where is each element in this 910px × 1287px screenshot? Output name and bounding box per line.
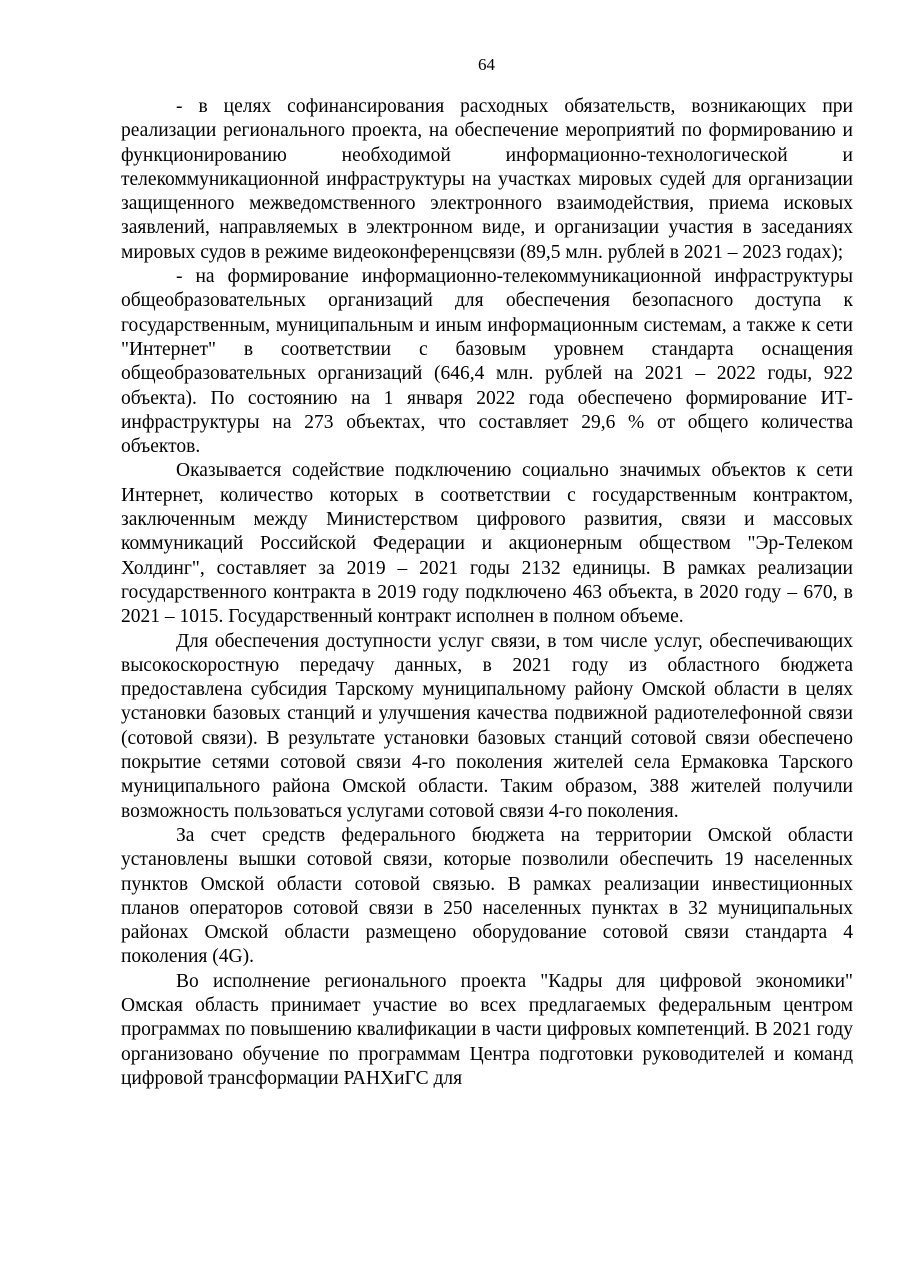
paragraph-cell-towers: За счет средств федерального бюджета на территории Омской области установлены вышки сотовой связи, которые позволили обеспечить 19 населенных пунктов Омской области сотовой связью. В рамках реализации инвестиционных планов операторов сотовой связи в 250 населенных пунктах в 32 муниципальных районах Омской области размещено оборудование сотовой связи стандарта 4 поколения (4G). bbox=[121, 824, 853, 968]
paragraph-internet-connection: Оказывается содействие подключению социально значимых объектов к сети Интернет, количество которых в соответствии с государственным контрактом, заключенным между Министерством цифрового развития, связи и массовых коммуникаций Российской Федерации и акционерным обществом "Эр-Телеком Холдинг", составляет за 2019 – 2021 годы 2132 единицы. В рамках реализации государственного контракта в 2019 году подключено 463 объекта, в 2020 году – 670, в 2021 – 1015. Государственный контракт исполнен в полном объеме. bbox=[121, 460, 853, 628]
paragraph-digital-economy-staff: Во исполнение регионального проекта "Кадры для цифровой экономики" Омская область принимает участие во всех предлагаемых федеральным центром программах по повышению квалификации в части цифровых компетенций. В 2021 году организовано обучение по программам Центра подготовки руководителей и команд цифровой трансформации РАНХиГС для bbox=[121, 970, 853, 1089]
page-number: 64 bbox=[478, 55, 495, 74]
document-body bbox=[121, 95, 853, 1091]
paragraph-base-stations: Для обеспечения доступности услуг связи, в том числе услуг, обеспечивающих высокоскоростную передачу данных, в 2021 году из областного бюджета предоставлена субсидия Тарскому муниципальному району Омской области в целях установки базовых станций и улучшения качества подвижной радиотелефонной связи (сотовой связи). В результате установки базовых станций сотовой связи обеспечено покрытие сетями сотовой связи 4-го поколения жителей села Ермаковка Тарского муниципального района Омской области. Таким образом, 388 жителей получили возможность пользоваться услугами сотовой связи 4-го поколения. bbox=[121, 630, 853, 822]
paragraph-court-infrastructure: - в целях софинансирования расходных обязательств, возникающих при реализации регионального проекта, на обеспечение мероприятий по формированию и функционированию необходимой информационно-технологической и телекоммуникационной инфраструктуры на участках мировых судей для организации защищенного межведомственного электронного взаимодействия, приема исковых заявлений, направляемых в электронном виде, и организации участия в заседаниях мировых судов в режиме видеоконференцсвязи (89,5 млн. рублей в 2021 – 2023 годах); bbox=[121, 96, 853, 263]
paragraph-school-infrastructure: - на формирование информационно-телекоммуникационной инфраструктуры общеобразовательных организаций для обеспечения безопасного доступа к государственным, муниципальным и иным информационным системам, а также к сети "Интернет" в соответствии с базовым уровнем стандарта оснащения общеобразовательных организаций (646,4 млн. рублей на 2021 – 2022 годы, 922 объекта). По состоянию на 1 января 2022 года обеспечено формирование ИТ-инфраструктуры на 273 объектах, что составляет 29,6 % от общего количества объектов. bbox=[121, 266, 853, 458]
